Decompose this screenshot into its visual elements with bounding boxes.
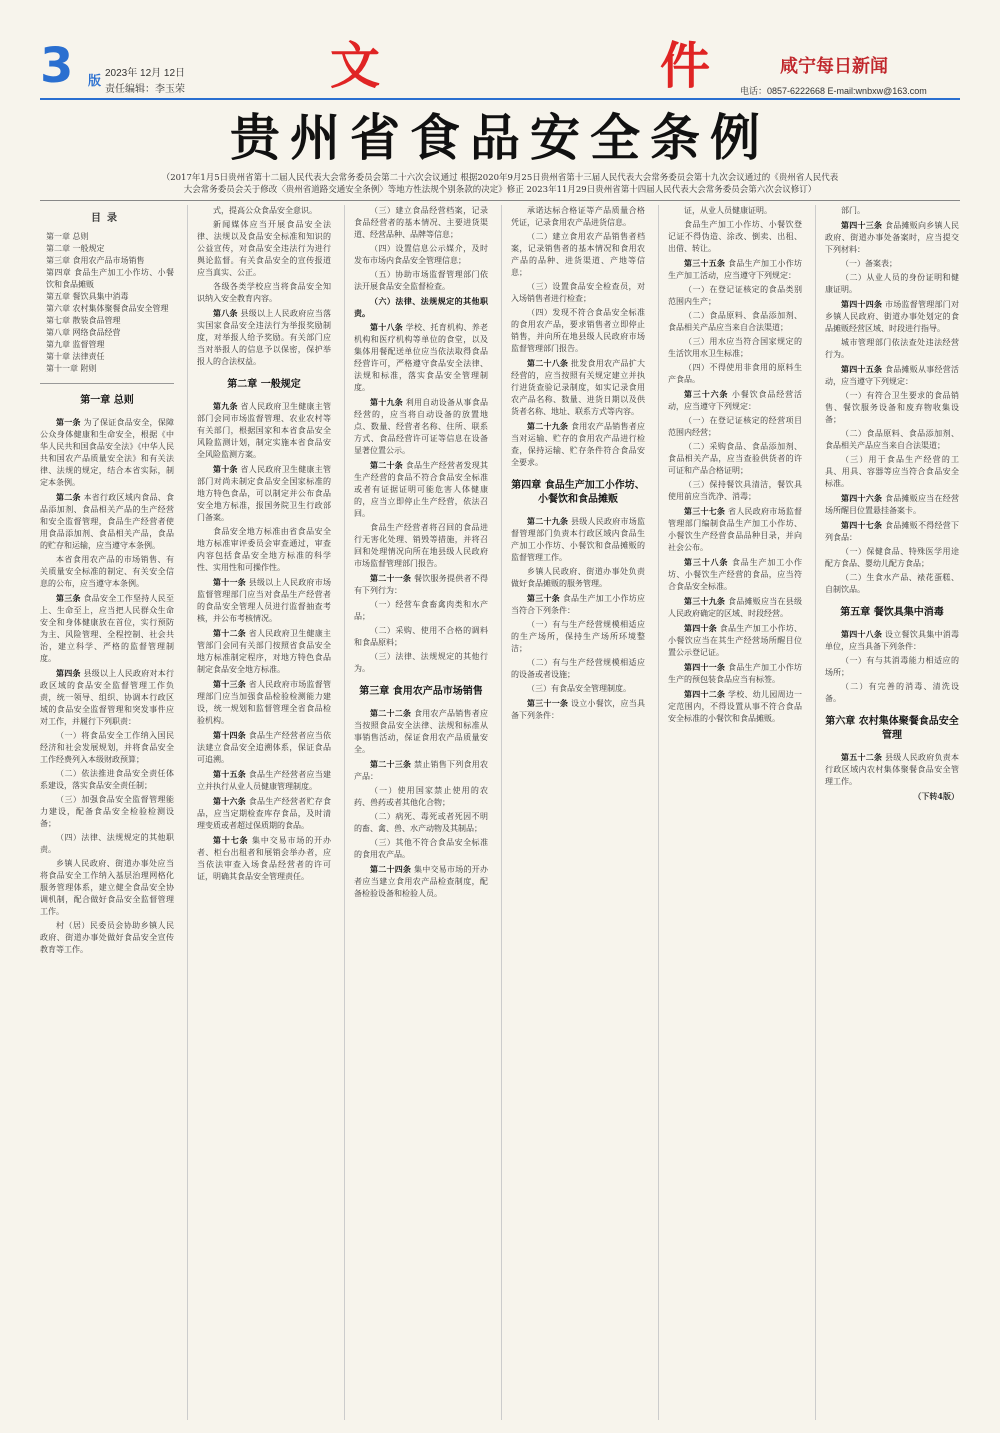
chapter-heading: 第六章 农村集体聚餐食品安全管理: [825, 716, 959, 741]
paragraph: 第九条 省人民政府卫生健康主管部门会同市场监督管理、农业农村等有关部门，根据国家和本省食品安全风险监测计划，制定实施本省食品安全风险监测方案。: [197, 401, 331, 459]
toc-item: 第三章 食用农产品市场销售: [46, 256, 145, 265]
chapter-heading: 第三章 食用农产品市场销售: [359, 686, 483, 697]
paragraph: （三）其他不符合食品安全标准的食用农产品。: [354, 838, 488, 859]
paragraph: 第二十八条 批发食用农产品扩大经营的，应当按照有关规定建立并执行进货查验记录制度，如实记录食用农产品名称、数量、进货日期以及供货者名称、地址、联系方式等内容。: [511, 358, 645, 416]
paragraph: （二）食品原料、食品添加剂、食品相关产品应当来自合法渠道；: [825, 429, 959, 450]
paragraph: 第三十五条 食品生产加工小作坊生产加工活动，应当遵守下列规定：: [668, 258, 802, 280]
section-title-char-1: 文: [330, 36, 380, 95]
paragraph: 第三十八条 食品生产加工小作坊、小餐饮生产经营的食品，应当符合食品安全标准。: [668, 557, 802, 591]
issue-date: 2023年 12月 12日: [105, 68, 186, 79]
paragraph: 第三十条 食品生产加工小作坊应当符合下列条件：: [511, 593, 645, 615]
chapter-heading: 第四章 食品生产加工小作坊、小餐饮和食品摊贩: [511, 480, 645, 505]
editor-credit: 责任编辑：李玉荣: [105, 84, 185, 95]
toc-item: 第七章 散装食品管理: [46, 316, 121, 325]
paragraph: 第十四条 食品生产经营者应当依法建立食品安全追溯体系，保证食品可追溯。: [197, 730, 331, 764]
toc-heading: 目录: [91, 213, 123, 224]
paragraph: 第四十八条 设立餐饮具集中消毒单位，应当具备下列条件：: [825, 629, 959, 651]
paragraph: （二）建立食用农产品销售者档案，记录销售者的基本情况和食用农产品的品种、进货渠道、产地等信息；: [511, 232, 645, 277]
masthead-rule: [40, 98, 960, 100]
paragraph: 第一条 为了保证食品安全，保障公众身体健康和生命安全，根据《中华人民共和国食品安全法》《中华人民共和国农产品质量安全法》和有关法律、法规的规定，结合本省实际，制定本条例。: [40, 417, 174, 487]
paragraph: （三）法律、法规规定的其他行为。: [354, 652, 488, 673]
paragraph: 第二条 本省行政区域内食品、食品添加剂、食品相关产品的生产经营和安全监督管理，食品生产经营者使用食品添加剂、食品相关产品，食品的贮存和运输，应当遵守本条例。: [40, 492, 174, 550]
column-1: [40, 205, 174, 1420]
paragraph: 第十九条 利用自动设备从事食品经营的，应当将自动设备的放置地点、数量、经营者名称、住所、联系方式、食品经营许可证等信息在设备显著位置公示。: [354, 397, 488, 455]
paragraph: （三）有食品安全管理制度。: [527, 684, 631, 693]
paragraph: （二）生食水产品、裱花蛋糕、自制饮品。: [825, 573, 959, 594]
paragraph: （三）建立食品经营档案，记录食品经营者的基本情况、主要进货渠道、经营品种、品牌等信息；: [354, 206, 488, 239]
paragraph: 第五十二条 县级人民政府负责本行政区域内农村集体聚餐食品安全管理工作。: [825, 752, 959, 786]
paragraph: 第二十二条 食用农产品销售者应当按照食品安全法律、法规和标准从事销售活动，保证食用农产品质量安全。: [354, 708, 488, 754]
paragraph: 第三十九条 食品摊贩应当在县级人民政府确定的区域、时段经营。: [668, 596, 802, 618]
paragraph: （六）法律、法规规定的其他职责。: [354, 296, 488, 318]
paragraph: 第四十三条 食品摊贩向乡镇人民政府、街道办事处备案时，应当提交下列材料：: [825, 220, 959, 254]
paragraph: （一）经营车食畜禽肉类和水产品；: [354, 600, 488, 621]
paragraph: （一）使用国家禁止使用的农药、兽药或者其他化合物；: [354, 786, 488, 807]
paragraph: （四）法律、法规规定的其他职责。: [40, 833, 174, 854]
paragraph: 村（居）民委员会协助乡镇人民政府、街道办事处做好食品安全宣传教育等工作。: [40, 921, 174, 954]
paragraph: 第三十一条 设立小餐饮，应当具备下列条件：: [511, 698, 645, 720]
paragraph: 第三十七条 省人民政府市场监督管理部门编制食品生产加工小作坊、小餐饮生产经营食品品种目录，并向社会公布。: [668, 506, 802, 552]
paragraph: （三）设置食品安全检查员，对入场销售者进行检查；: [511, 282, 645, 303]
paragraph: （五）协助市场监督管理部门依法开展食品安全监督检查。: [354, 270, 488, 291]
paragraph: 第二十条 食品生产经营者发现其生产经营的食品不符合食品安全标准或者有证据证明可能危害人体健康的，应当立即停止生产经营，依法召回。: [354, 460, 488, 518]
toc-item: 第九章 监督管理: [46, 340, 105, 349]
paragraph: 第四十六条 食品摊贩应当在经营场所醒目位置悬挂备案卡。: [825, 493, 959, 515]
paragraph: 部门。: [841, 206, 865, 215]
column-rule: [815, 205, 816, 1420]
paragraph: 第八条 县级以上人民政府应当落实国家食品安全违法行为举报奖励制度，对举报人给予奖励。有关部门应当对举报人的信息予以保密，保护举报人的合法权益。: [197, 308, 331, 366]
column-rule: [658, 205, 659, 1420]
paragraph: 第十六条 食品生产经营者贮存食品，应当定期检查库存食品，及时清理变质或者超过保质期的食品。: [197, 796, 331, 830]
paragraph: （二）依法推进食品安全责任体系建设，落实食品安全责任制；: [40, 769, 174, 790]
toc-item: 第一章 总则: [46, 232, 89, 241]
paragraph: （一）有与其消毒能力相适应的场所；: [825, 656, 959, 677]
page-suffix: 版: [88, 74, 102, 89]
paragraph: （三）保持餐饮具清洁，餐饮具使用前应当洗净、消毒；: [668, 480, 802, 501]
chapter-heading: 第五章 餐饮具集中消毒: [840, 607, 944, 618]
paragraph: 第十一条 县级以上人民政府市场监督管理部门应当对食品生产经营者的食品安全管理人员进行监督抽查考核，并公布考核情况。: [197, 577, 331, 623]
paragraph: （一）在登记证核定的食品类别范围内生产；: [668, 285, 802, 306]
toc-item: 第二章 一般规定: [46, 244, 105, 253]
paragraph: 承诺达标合格证等产品质量合格凭证，记录食用农产品进货信息。: [511, 206, 645, 227]
table-of-contents: [40, 231, 174, 375]
paragraph: 乡镇人民政府、街道办事处应当将食品安全工作纳入基层治理网格化服务管理体系，建立健全食品安全协调机制，配合做好食品安全监督管理工作。: [40, 859, 174, 916]
paragraph: 新闻媒体应当开展食品安全法律、法规以及食品安全标准和知识的公益宣传，对食品安全违法行为进行舆论监督。有关食品安全的宣传报道应当真实、公正。: [197, 220, 331, 277]
toc-divider: [40, 383, 174, 384]
paragraph: 第四十一条 食品生产加工小作坊生产的预包装食品应当有标签。: [668, 662, 802, 684]
toc-item: 第十一章 附则: [46, 364, 97, 373]
paragraph: （三）加强食品安全监督管理能力建设，配备食品安全检验检测设备；: [40, 795, 174, 828]
paragraph: （二）有完善的消毒、清洗设备。: [825, 682, 959, 703]
paragraph: 证，从业人员健康证明。: [684, 206, 772, 215]
paragraph: 食品安全地方标准由省食品安全地方标准审评委员会审查通过，审查内容包括食品安全地方标准的科学性、实用性和可操作性。: [197, 527, 331, 572]
paragraph: （二）病死、毒死或者死因不明的畜、禽、兽、水产动物及其制品；: [354, 812, 488, 833]
paragraph: （二）有与生产经营规模相适应的设备或者设施；: [511, 658, 645, 679]
paragraph: 第二十九条 食用农产品销售者应当对运输、贮存的食用农产品进行检查，保持运输、贮存条件符合食品安全要求。: [511, 421, 645, 467]
masthead: [0, 0, 1000, 100]
paragraph: （一）保健食品、特殊医学用途配方食品、婴幼儿配方食品；: [825, 547, 959, 568]
paragraph: 第四十五条 食品摊贩从事经营活动，应当遵守下列规定：: [825, 364, 959, 386]
article-preamble: （2017年1月5日贵州省第十二届人民代表大会常务委员会第二十六次会议通过 根据2020年9月25日贵州省第十三届人民代表大会常务委员会第十九次会议通过的《贵州省人民代表大会常务委员会关于修改〈贵州省道路交通安全条例〉等地方性法规个别条款的决定》修正 2023年11月29日贵州省第十四届人民代表大会常务委员会第六次会议修订）: [161, 173, 839, 195]
toc-item: 第五章 餐饮具集中消毒: [46, 292, 129, 301]
column-rule: [501, 205, 502, 1420]
column-4: [511, 205, 645, 1420]
paragraph: （一）在登记证核定的经营项目范围内经营；: [668, 416, 802, 437]
article-body: [40, 205, 960, 1425]
paragraph: 第十八条 学校、托育机构、养老机构和医疗机构等单位的食堂，以及集体用餐配送单位应当依法取得食品经营许可，严格遵守食品安全法律、法规和标准，落实食品安全管理制度。: [354, 322, 488, 392]
paragraph: 第二十一条 餐饮服务提供者不得有下列行为：: [354, 573, 488, 595]
paragraph: 第四十条 食品生产加工小作坊、小餐饮应当在其生产经营场所醒目位置公示登记证。: [668, 623, 802, 657]
paragraph: 第二十九条 县级人民政府市场监督管理部门负责本行政区域内食品生产加工小作坊、小餐饮和食品摊贩的监督管理工作。: [511, 516, 645, 562]
paragraph: 乡镇人民政府、街道办事处负责做好食品摊贩的服务管理。: [511, 567, 645, 588]
paragraph: 第三十六条 小餐饮食品经营活动，应当遵守下列规定：: [668, 389, 802, 411]
page-number: 3: [40, 38, 74, 94]
chapter-heading: 第二章 一般规定: [227, 379, 301, 390]
column-2: [197, 205, 331, 1420]
paragraph: 各级各类学校应当将食品安全知识纳入安全教育内容。: [197, 282, 331, 303]
paragraph: 第十三条 省人民政府市场监督管理部门应当加强食品检验检测能力建设，统一规划和监督管理全省食品检验机构。: [197, 679, 331, 725]
paragraph: 第二十四条 集中交易市场的开办者应当建立食用农产品检查制度，配备检验设备和检验人员。: [354, 864, 488, 898]
paragraph: （二）食品原料、食品添加剂、食品相关产品应当来自合法渠道；: [668, 311, 802, 332]
toc-item: 第六章 农村集体聚餐食品安全管理: [46, 304, 169, 313]
paragraph: （二）采购、使用不合格的调料和食品原料；: [354, 626, 488, 647]
paragraph: 城市管理部门依法查处违法经营行为。: [825, 338, 959, 359]
paragraph: 第四十二条 学校、幼儿园周边一定范围内，不得设置从事不符合食品安全标准的小餐饮和食品摊贩。: [668, 689, 802, 723]
toc-item: 第四章 食品生产加工小作坊、小餐饮和食品摊贩: [46, 268, 174, 289]
chapter-heading: 第一章 总则: [80, 395, 134, 406]
title-divider: [40, 200, 960, 201]
contact-info: 电话：0857-6222668 E-mail:wnbxw@163.com: [740, 86, 927, 96]
paragraph: 第四条 县级以上人民政府对本行政区域的食品安全监督管理工作负责，统一领导、组织、协调本行政区域的食品安全监督管理和突发事件应对工作，并履行下列职责：: [40, 668, 174, 726]
paragraph: （四）不得使用非食用的原料生产食品。: [668, 363, 802, 384]
column-5: [668, 205, 802, 1420]
column-rule: [187, 205, 188, 1420]
paragraph: （四）设置信息公示媒介，及时发布市场内食品安全管理信息；: [354, 244, 488, 265]
paragraph: 食品生产经营者将召回的食品进行无害化处理、销毁等措施，并将召回和处理情况向所在地县级人民政府市场监督管理部门报告。: [354, 523, 488, 568]
paragraph: 第十二条 省人民政府卫生健康主管部门会同有关部门按照省食品安全地方标准制定程序，对地方特色食品制定食品安全地方标准。: [197, 628, 331, 674]
toc-item: 第十章 法律责任: [46, 352, 105, 361]
section-title-char-2: 件: [660, 36, 710, 95]
paragraph: （一）有与生产经营规模相适应的生产场所，保持生产场所环境整洁；: [511, 620, 645, 653]
article-title: 贵州省食品安全条例: [230, 108, 770, 167]
paragraph: 第十七条 集中交易市场的开办者、柜台出租者和展销会举办者，应当依法审查入场食品经营者的许可证，明确其食品安全管理责任。: [197, 835, 331, 881]
toc-item: 第八章 网络食品经营: [46, 328, 121, 337]
paragraph: 第十五条 食品生产经营者应当建立并执行从业人员健康管理制度。: [197, 769, 331, 791]
paragraph: 第四十四条 市场监督管理部门对乡镇人民政府、街道办事处划定的食品摊贩经营区域、时段进行指导。: [825, 299, 959, 333]
section-title: [330, 38, 710, 94]
column-3: [354, 205, 488, 1420]
paragraph: （三）用水应当符合国家规定的生活饮用水卫生标准；: [668, 337, 802, 358]
continued-note: （下转4版）: [913, 791, 959, 801]
paragraph: 式，提高公众食品安全意识。: [213, 206, 317, 215]
paragraph: （一）备案表；: [841, 259, 897, 268]
paragraph: 食品生产加工小作坊、小餐饮登记证不得伪造、涂改、倒卖、出租、出借、转让。: [668, 220, 802, 253]
paragraph: 第十条 省人民政府卫生健康主管部门对尚未制定食品安全国家标准的地方特色食品，可以制定并公布食品安全地方标准，报国务院卫生行政部门备案。: [197, 464, 331, 522]
newspaper-logo: 咸宁每日新闻: [780, 56, 888, 77]
paragraph: 第四十七条 食品摊贩不得经营下列食品：: [825, 520, 959, 542]
column-rule: [344, 205, 345, 1420]
paragraph: （一）有符合卫生要求的食品销售、餐饮服务设备和废弃物收集设备；: [825, 391, 959, 424]
paragraph: （一）将食品安全工作纳入国民经济和社会发展规划，并将食品安全工作经费列入本级财政预算；: [40, 731, 174, 764]
column-6: [825, 205, 959, 1420]
paragraph: 第二十三条 禁止销售下列食用农产品：: [354, 759, 488, 781]
paragraph: 第三条 食品安全工作坚持人民至上、生命至上，应当把人民群众生命安全和身体健康放在首位，实行预防为主、风险管理、全程控制、社会共治，建立科学、严格的监督管理制度。: [40, 593, 174, 663]
paragraph: （二）采购食品、食品添加剂、食品相关产品，应当查验供货者的许可证和产品合格证明；: [668, 442, 802, 475]
paragraph: （二）从业人员的身份证明和健康证明。: [825, 273, 959, 294]
paragraph: （四）发现不符合食品安全标准的食用农产品，要求销售者立即停止销售，并向所在地县级人民政府市场监督管理部门报告。: [511, 308, 645, 353]
paragraph: （三）用于食品生产经营的工具、用具、容器等应当符合食品安全标准。: [825, 455, 959, 488]
paragraph: 本省食用农产品的市场销售、有关质量安全标准的制定、有关安全信息的公布，应当遵守本条例。: [40, 555, 174, 588]
